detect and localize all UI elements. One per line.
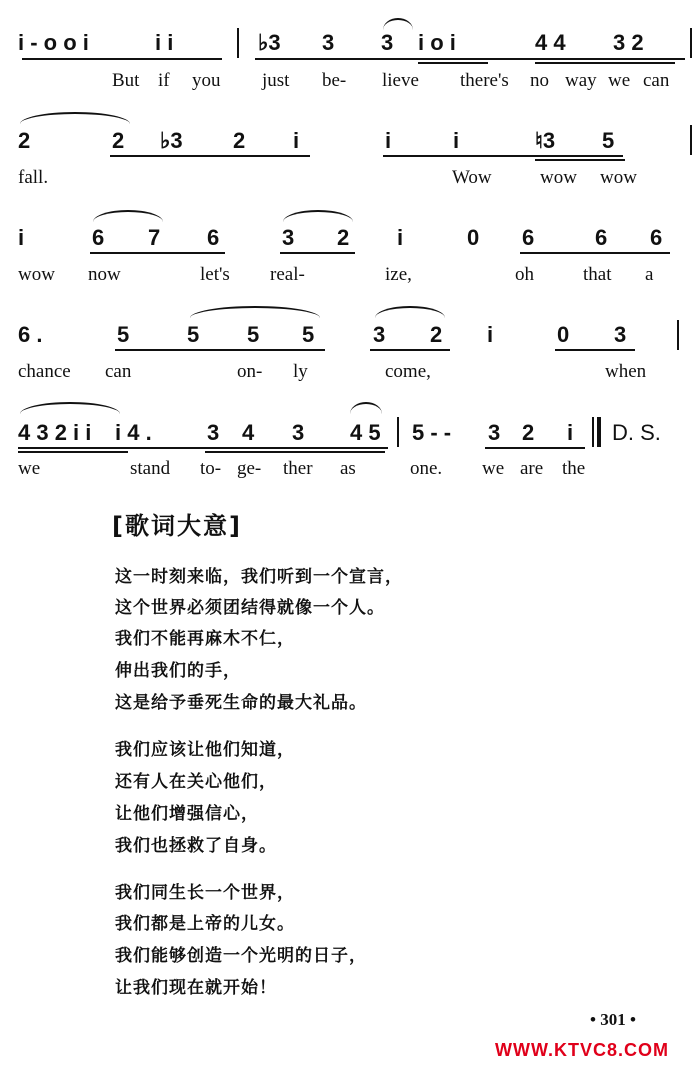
- section-title: [歌词大意]: [112, 512, 242, 540]
- note: 3: [488, 420, 501, 445]
- note: 2: [522, 420, 535, 445]
- lyric: can: [643, 70, 670, 91]
- lyric: ly: [293, 361, 308, 382]
- lyric: to-: [200, 458, 222, 479]
- underline: [535, 62, 675, 64]
- lyric: lieve: [382, 70, 419, 91]
- lyric: wow: [600, 167, 637, 188]
- lyric: no: [530, 70, 549, 91]
- page-number: • 301 •: [590, 1010, 636, 1029]
- site-watermark: WWW.KTVC8.COM: [495, 1040, 669, 1060]
- underline: [22, 58, 222, 60]
- lyric: that: [583, 264, 612, 285]
- lyric: But: [112, 70, 140, 91]
- meaning-line: 我们也拯救了自身。: [115, 836, 277, 856]
- lyric: ize,: [385, 264, 412, 285]
- lyric: you: [192, 70, 221, 91]
- note: 3 2: [613, 30, 644, 55]
- lyric: way: [565, 70, 597, 91]
- note: 5: [187, 322, 200, 347]
- note: 6: [522, 225, 535, 250]
- lyric: now: [88, 264, 121, 285]
- meaning-line: 这个世界必须团结得就像一个人。: [115, 598, 385, 618]
- lyric: a: [645, 264, 654, 285]
- barline: [690, 125, 692, 155]
- note: 3: [614, 322, 627, 347]
- note: 5: [602, 128, 615, 153]
- lyric: fall.: [18, 167, 49, 188]
- underline: [90, 252, 225, 254]
- note: ♮3: [535, 128, 556, 153]
- note: i: [385, 128, 392, 153]
- note: 0: [467, 225, 480, 250]
- meaning-line: 我们同生长一个世界，: [115, 883, 295, 903]
- barline: [592, 417, 594, 447]
- note: ♭3: [258, 30, 281, 55]
- lyric: be-: [322, 70, 347, 91]
- lyric: when: [605, 361, 647, 382]
- note: i: [567, 420, 574, 445]
- note: 6: [92, 225, 105, 250]
- slur: [350, 402, 382, 414]
- note: i i: [155, 30, 174, 55]
- slur: [20, 112, 130, 124]
- lyric: as: [340, 458, 356, 479]
- underline: [205, 451, 385, 453]
- underline: [535, 159, 625, 161]
- underline: [485, 447, 585, 449]
- meaning-line: 我们都是上帝的儿女。: [115, 914, 295, 934]
- note: i: [453, 128, 460, 153]
- lyric: there's: [460, 70, 509, 91]
- lyric: we: [482, 458, 505, 479]
- note: 2: [337, 225, 350, 250]
- underline: [18, 451, 128, 453]
- underline: [115, 349, 325, 351]
- note: 4 5: [350, 420, 381, 445]
- meaning-line: 让他们增强信心，: [115, 804, 259, 824]
- lyric: chance: [18, 361, 71, 382]
- note: i: [487, 322, 494, 347]
- note: i: [18, 225, 25, 250]
- note-group: i - o o i: [18, 30, 89, 55]
- final-barline: [597, 417, 601, 447]
- meaning-line: 还有人在关心他们，: [115, 772, 277, 792]
- underline: [383, 155, 623, 157]
- slur: [93, 210, 163, 222]
- underline: [370, 349, 450, 351]
- ds-marking: D. S.: [612, 420, 661, 445]
- lyric: let's: [200, 264, 230, 285]
- slur: [283, 210, 353, 222]
- meaning-line: 这一时刻来临，我们听到一个宣言，: [115, 567, 403, 587]
- lyric: wow: [540, 167, 577, 188]
- slur: [20, 402, 120, 414]
- note-group: i 4 .: [115, 420, 152, 445]
- note: 5: [247, 322, 260, 347]
- note: 3: [207, 420, 220, 445]
- note: 5 - -: [412, 420, 452, 445]
- note: 3: [381, 30, 394, 55]
- note-group: 4 3 2 i i: [18, 420, 92, 445]
- meaning-line: 我们能够创造一个光明的日子，: [115, 946, 367, 966]
- note: 3: [292, 420, 305, 445]
- lyric: ge-: [237, 458, 262, 479]
- lyric: stand: [130, 458, 171, 479]
- note: 4 4: [535, 30, 566, 55]
- lyric: come,: [385, 361, 431, 382]
- note: 6: [650, 225, 663, 250]
- note: ♭3: [160, 128, 183, 153]
- slur: [375, 306, 445, 318]
- lyric: ther: [283, 458, 313, 479]
- lyric: can: [105, 361, 132, 382]
- note: 0: [557, 322, 570, 347]
- lyric: are: [520, 458, 544, 479]
- note: 4: [242, 420, 255, 445]
- lyric: wow: [18, 264, 55, 285]
- lyric: real-: [270, 264, 305, 285]
- note: 2: [233, 128, 246, 153]
- barline: [690, 28, 692, 58]
- note: 2: [430, 322, 443, 347]
- meaning-line: 我们应该让他们知道，: [115, 740, 295, 760]
- meaning-line: 这是给予垂死生命的最大礼品。: [115, 693, 367, 713]
- underline: [555, 349, 635, 351]
- note: 2: [112, 128, 125, 153]
- lyric: Wow: [452, 167, 492, 188]
- note: i: [397, 225, 404, 250]
- note: 5: [302, 322, 315, 347]
- meaning-line: 我们不能再麻木不仁，: [115, 629, 295, 649]
- note: i: [293, 128, 300, 153]
- lyric: just: [262, 70, 290, 91]
- note: 6: [595, 225, 608, 250]
- note: 2: [18, 128, 31, 153]
- underline: [520, 252, 670, 254]
- underline: [280, 252, 355, 254]
- note: 6: [207, 225, 220, 250]
- underline: [255, 58, 685, 60]
- lyric: we: [18, 458, 41, 479]
- underline: [418, 62, 488, 64]
- note: 5: [117, 322, 130, 347]
- meaning-line: 伸出我们的手，: [115, 661, 241, 681]
- lyric: the: [562, 458, 586, 479]
- barline: [237, 28, 239, 58]
- lyric: if: [158, 70, 170, 91]
- note: 3: [373, 322, 386, 347]
- note: 3: [282, 225, 295, 250]
- slur: [383, 18, 413, 30]
- underline: [18, 447, 388, 449]
- lyric: on-: [237, 361, 263, 382]
- note: 3: [322, 30, 335, 55]
- underline: [110, 155, 310, 157]
- barline: [397, 417, 399, 447]
- note: 7: [148, 225, 161, 250]
- slur: [190, 306, 320, 318]
- barline: [677, 320, 679, 350]
- meaning-line: 让我们现在就开始！: [115, 978, 277, 998]
- note: i o i: [418, 30, 456, 55]
- note: 6 .: [18, 322, 43, 347]
- lyric: one.: [410, 458, 443, 479]
- lyric: we: [608, 70, 631, 91]
- lyric: oh: [515, 264, 534, 285]
